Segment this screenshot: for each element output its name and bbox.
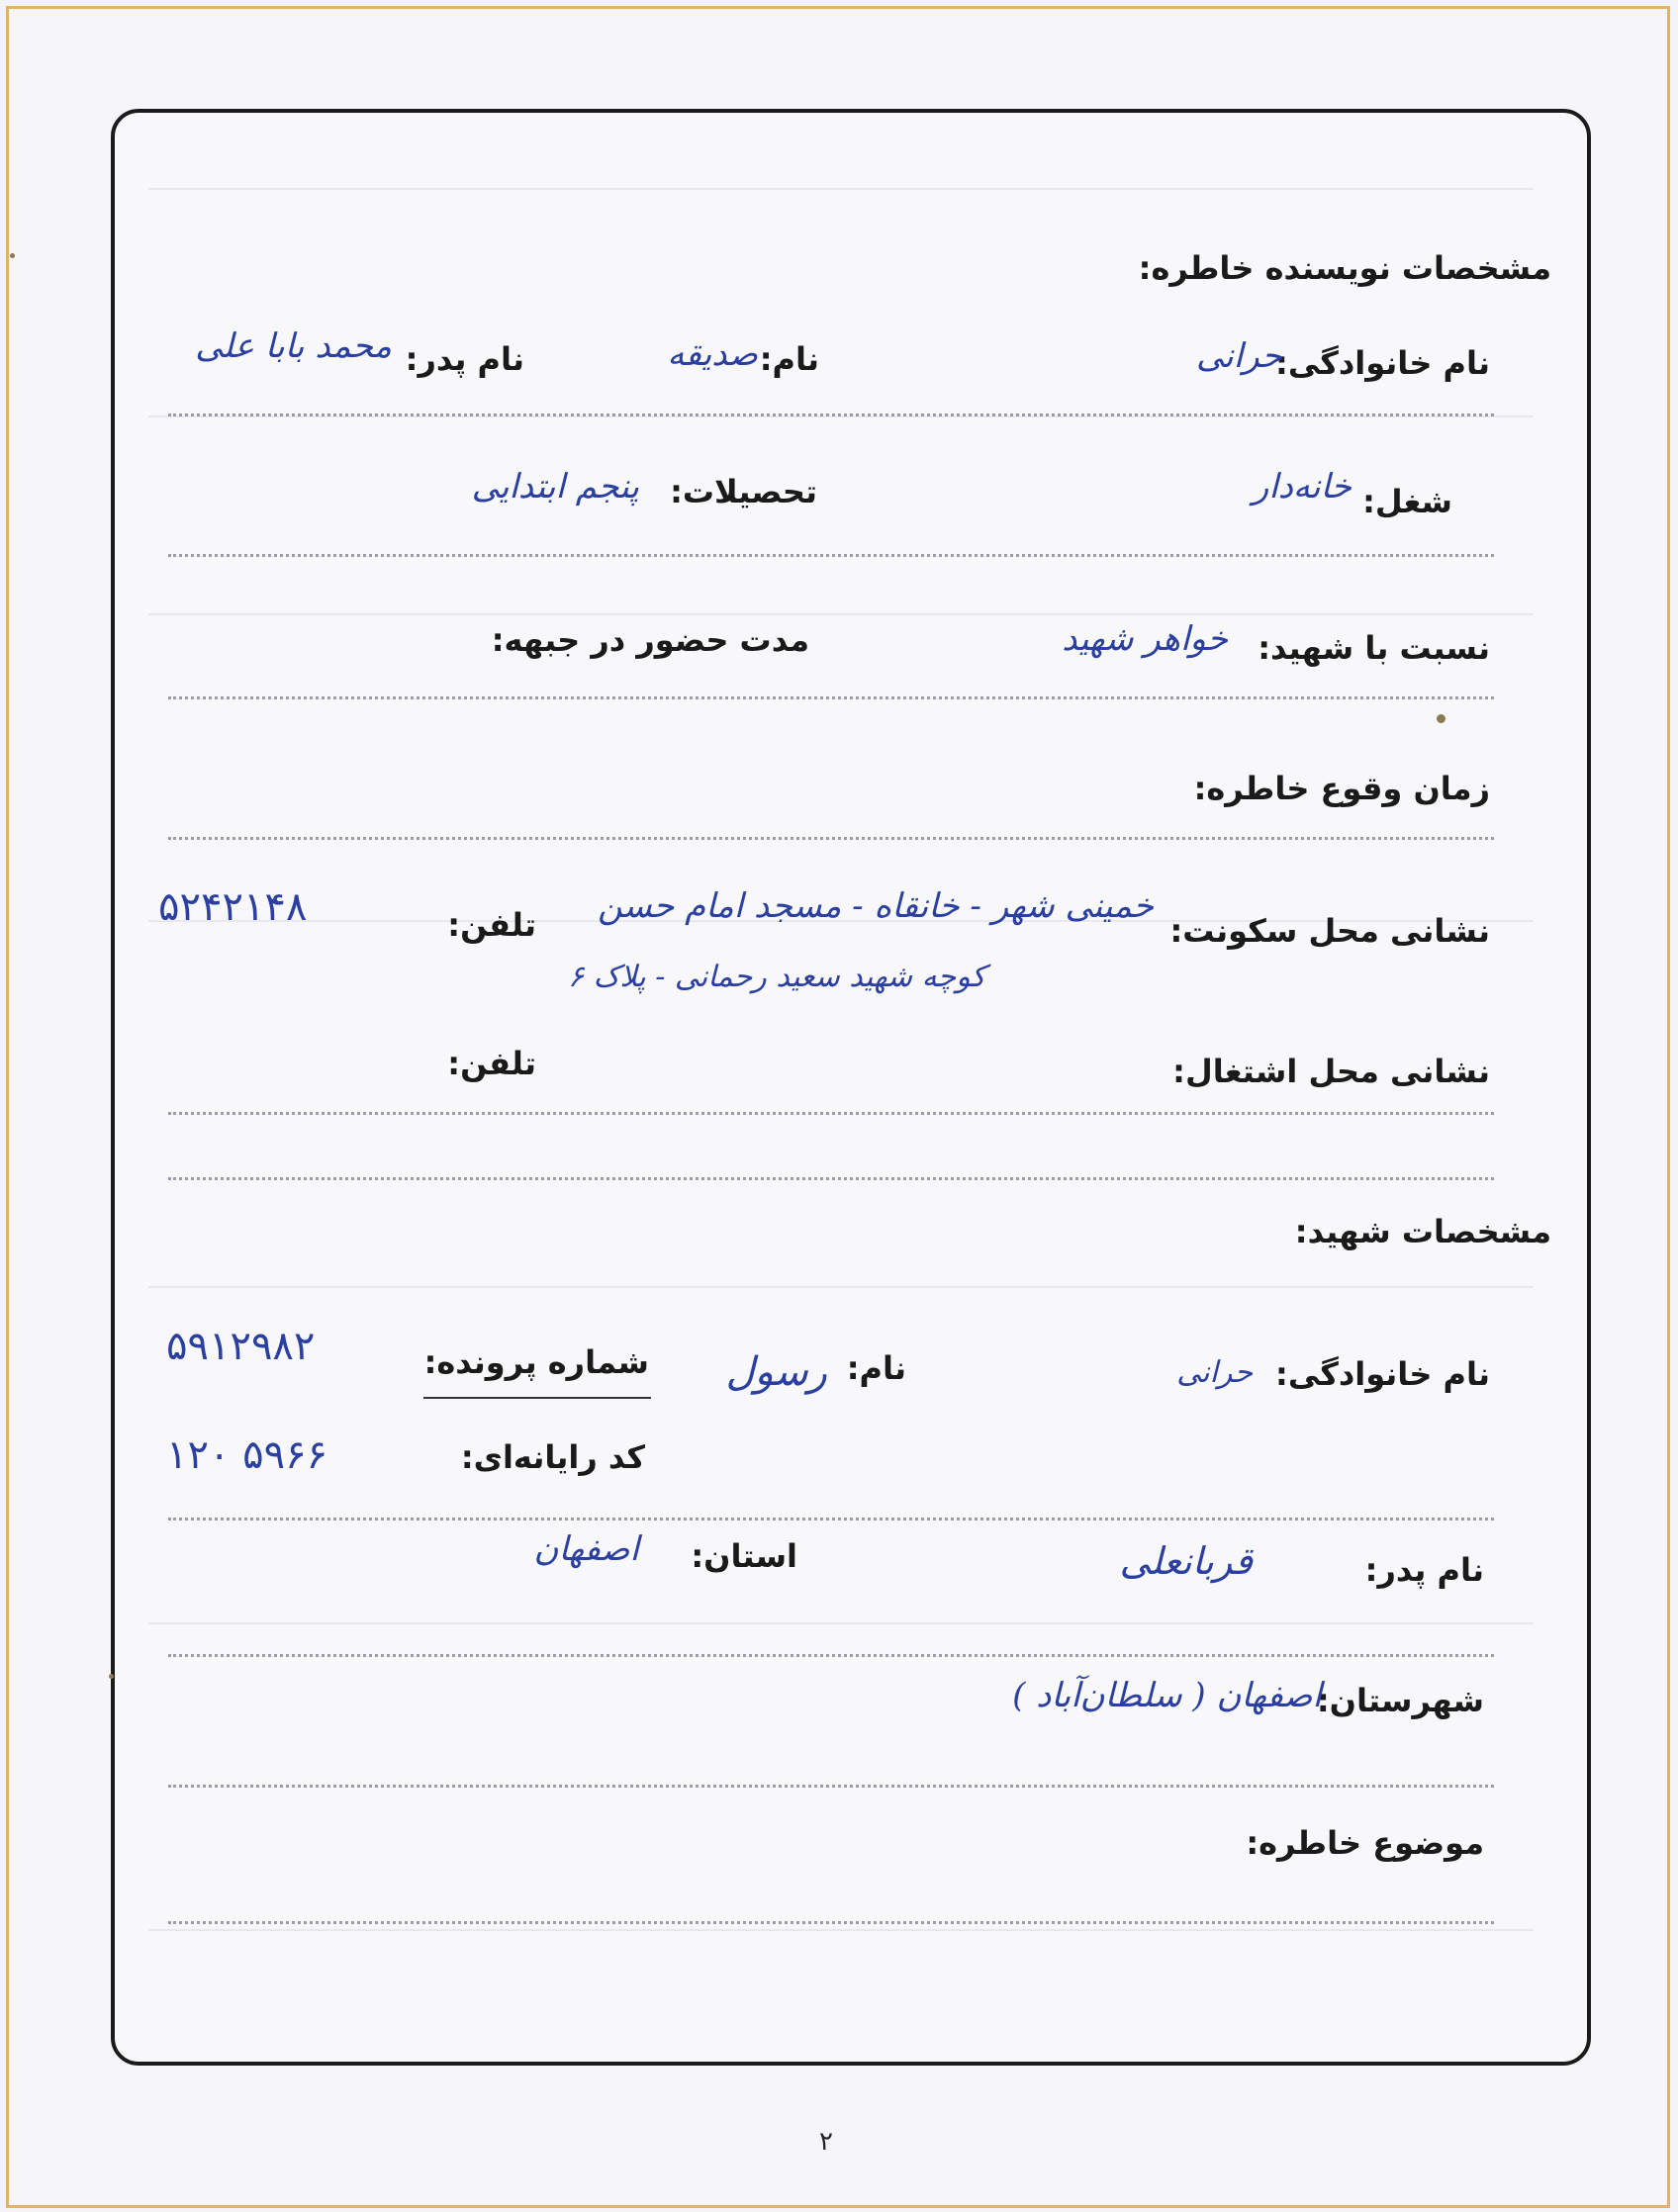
martyr-family-label: نام خانوادگی: [1275, 1355, 1490, 1393]
city-value: اصفهان ( سلطان‌آباد ) [1012, 1676, 1322, 1715]
author-name-label: نام: [759, 340, 819, 378]
author-education-value: پنجم ابتدایی [471, 467, 639, 507]
martyr-father-value: قربانعلی [1119, 1539, 1253, 1583]
ink-speck [10, 253, 15, 258]
ink-speck [1437, 714, 1445, 723]
residence-label: نشانی محل سکونت: [1169, 912, 1490, 950]
author-relation-label: نسبت با شهید: [1258, 629, 1490, 667]
bleed-line [148, 613, 1534, 615]
author-section-heading: مشخصات نویسنده خاطره: [1138, 249, 1551, 287]
author-family-label: نام خانوادگی: [1275, 344, 1490, 382]
author-relation-value: خواهر شهید [1062, 619, 1228, 659]
province-label: استان: [691, 1537, 797, 1575]
file-number-underline [423, 1397, 651, 1399]
dotted-line [168, 554, 1494, 557]
bleed-line [148, 188, 1534, 190]
dotted-line [168, 1785, 1494, 1788]
author-father-label: نام پدر: [405, 340, 524, 378]
phone-label: تلفن: [447, 906, 536, 944]
page-number: ۲ [819, 2127, 833, 2157]
file-number-value: ۵۹۱۲۹۸۲ [166, 1324, 316, 1369]
dotted-line [168, 414, 1494, 416]
author-family-value: حرانی [1195, 336, 1282, 376]
dotted-line [168, 837, 1494, 840]
work-address-label: نشانی محل اشتغال: [1172, 1053, 1490, 1090]
martyr-family-value: حرانی [1176, 1355, 1253, 1390]
residence-value-line1: خمینی شهر - خانقاه - مسجد امام حسن [598, 886, 1154, 926]
bleed-line [148, 1929, 1534, 1931]
dotted-line [168, 1518, 1494, 1521]
author-father-value: محمد بابا علی [195, 326, 392, 366]
city-label: شهرستان: [1316, 1682, 1484, 1719]
file-number-label: شماره پرونده: [423, 1343, 649, 1381]
author-job-label: شغل: [1362, 483, 1452, 520]
phone-value: ۵۲۴۲۱۴۸ [158, 884, 308, 930]
memory-time-label: زمان وقوع خاطره: [1193, 770, 1490, 807]
ink-speck [109, 1674, 114, 1679]
martyr-father-label: نام پدر: [1364, 1551, 1484, 1589]
author-name-value: صدیقه [667, 334, 758, 374]
author-education-label: تحصیلات: [670, 473, 817, 510]
bleed-line [148, 1622, 1534, 1624]
province-value: اصفهان [533, 1529, 639, 1569]
dotted-line [168, 1112, 1494, 1115]
dotted-line [168, 1921, 1494, 1924]
author-job-value: خانه‌دار [1252, 467, 1352, 507]
dotted-line [168, 1654, 1494, 1657]
memory-topic-label: موضوع خاطره: [1246, 1824, 1484, 1862]
martyr-name-label: نام: [846, 1349, 906, 1387]
computer-code-value: ۱۲۰ ۵۹۶۶ [166, 1432, 328, 1478]
bleed-line [148, 1286, 1534, 1288]
residence-value-line2: کوچه شهید سعید رحمانی - پلاک ۶ [567, 960, 985, 994]
work-phone-label: تلفن: [447, 1045, 536, 1082]
dotted-line [168, 1177, 1494, 1180]
front-duration-label: مدت حضور در جبهه: [491, 621, 809, 659]
computer-code-label: کد رایانه‌ای: [460, 1438, 645, 1476]
martyr-name-value: رسول [725, 1349, 827, 1395]
martyr-section-heading: مشخصات شهید: [1294, 1213, 1551, 1250]
dotted-line [168, 696, 1494, 699]
